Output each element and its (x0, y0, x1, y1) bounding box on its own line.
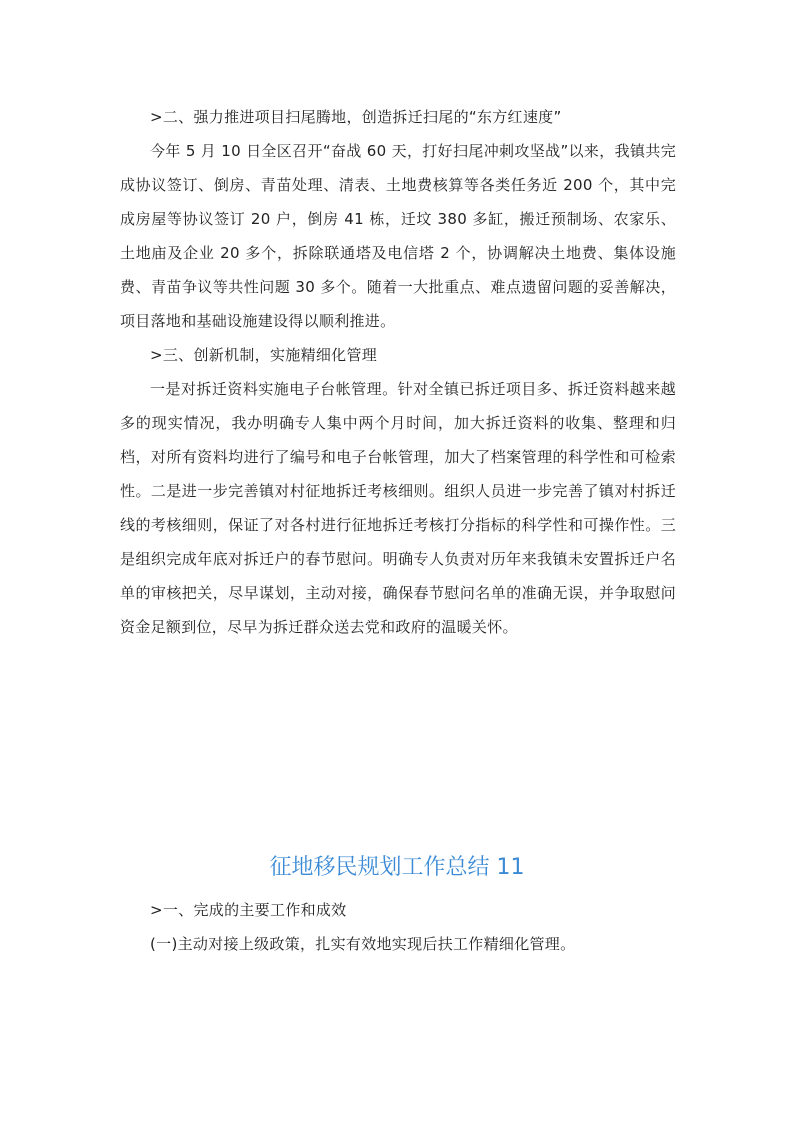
section-three-paragraph: 一是对拆迁资料实施电子台帐管理。针对全镇已拆迁项目多、拆迁资料越来越多的现实情况，我办明确专人集中两个月时间，加大拆迁资料的收集、整理和归档，对所有资料均进行了编号和电子台帐管理，加大了档案管理的科学性和可检索性。二是进一步完善镇对村征地拆迁考核细则。组织人员进一步完善了镇对村拆迁线的考核细则，保证了对各村进行征地拆迁考核打分指标的科学性和可操作性。三是组织完成年底对拆迁户的春节慰问。明确专人负责对历年来我镇未安置拆迁户名单的审核把关，尽早谋划，主动对接，确保春节慰问名单的准确无误，并争取慰问资金足额到位，尽早为拆迁群众送去党和政府的温暖关怀。 (120, 380, 676, 636)
lower-text-block (120, 893, 676, 961)
section-two-paragraph: 今年 5 月 10 日全区召开“奋战 60 天，打好扫尾冲刺攻坚战”以来，我镇共完成协议签订、倒房、青苗处理、清表、土地费核算等各类任务近 200 个，其中完成房屋等协议签订 20 户，倒房 41 栋，迁坟 380 多缸，搬迁预制场、农家乐、土地庙及企业 20 多个，拆除联通塔及电信塔 2 个，协调解决土地费、集体设施费、青苗争议等共性问题 30 多个。随着一大批重点、难点遗留问题的妥善解决，项目落地和基础设施建设得以顺利推进。 (120, 142, 676, 330)
section-heading-three: >三、创新机制，实施精细化管理 (150, 346, 378, 364)
document-title: 征地移民规划工作总结 11 (269, 855, 525, 880)
section-heading-two: >二、强力推进项目扫尾腾地，创造拆迁扫尾的“东方红速度” (150, 108, 562, 126)
next-section-subheading: (一)主动对接上级政策，扎实有效地实现后扶工作精细化管理。 (150, 935, 576, 953)
next-section-heading: >一、完成的主要工作和成效 (150, 901, 347, 919)
upper-text-block (120, 100, 676, 644)
